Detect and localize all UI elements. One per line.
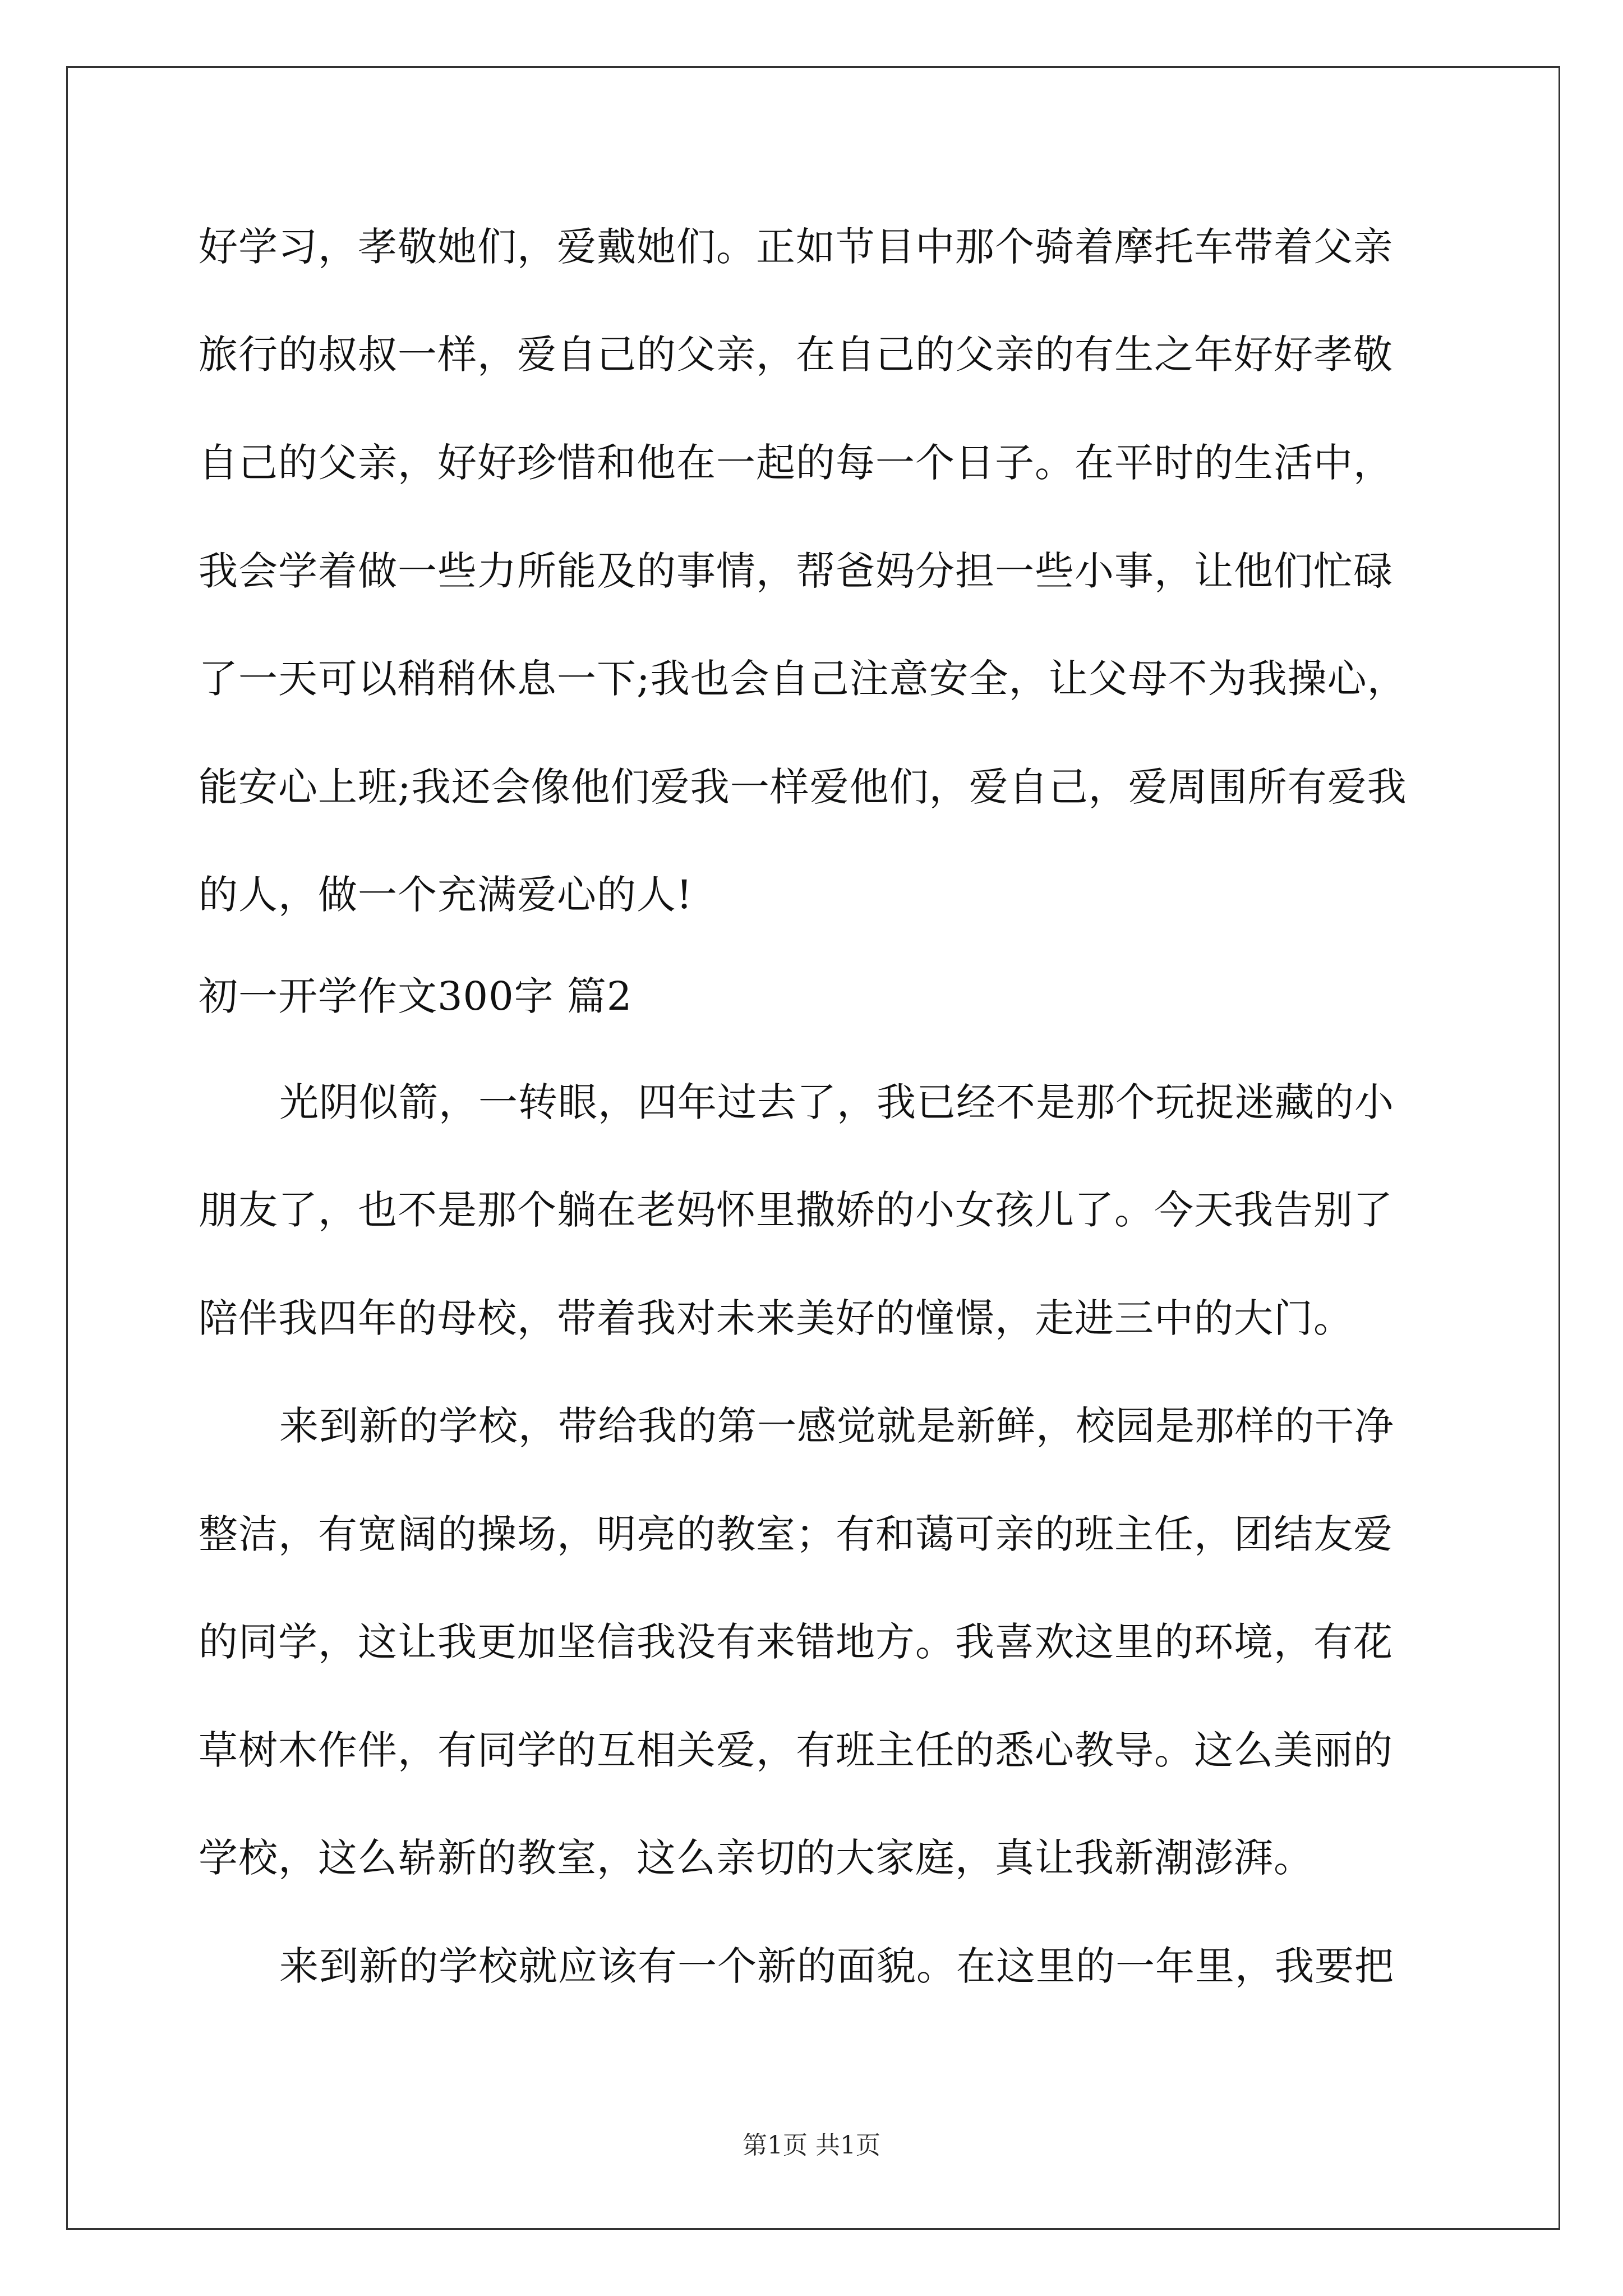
- body-text-line: 旅行的叔叔一样，爱自己的父亲，在自己的父亲的有生之年好好孝敬: [199, 332, 1393, 378]
- body-text-line: 我会学着做一些力所能及的事情，帮爸妈分担一些小事，让他们忙碌: [199, 548, 1393, 594]
- paragraph-first-line: 来到新的学校，带给我的第一感觉就是新鲜，校园是那样的干净: [279, 1403, 1394, 1449]
- body-text-line: 的同学，这让我更加坚信我没有来错地方。我喜欢这里的环境，有花: [199, 1619, 1393, 1665]
- page-number-footer: 第1页 共1页: [743, 2131, 880, 2160]
- body-text-line: 整洁，有宽阔的操场，明亮的教室；有和蔼可亲的班主任，团结友爱: [199, 1511, 1393, 1557]
- body-text-line: 草树木作伴，有同学的互相关爱，有班主任的悉心教导。这么美丽的: [199, 1727, 1393, 1773]
- section-heading: 初一开学作文300字 篇2: [199, 973, 633, 1019]
- paragraph-first-line: 光阴似箭，一转眼，四年过去了，我已经不是那个玩捉迷藏的小: [279, 1079, 1394, 1125]
- body-text-line: 陪伴我四年的母校，带着我对未来美好的憧憬，走进三中的大门。: [199, 1295, 1353, 1341]
- body-text-line: 学校，这么崭新的教室，这么亲切的大家庭，真让我新潮澎湃。: [199, 1835, 1313, 1881]
- body-text-line: 能安心上班;我还会像他们爱我一样爱他们，爱自己，爱周围所有爱我: [199, 764, 1407, 810]
- body-text-line: 好学习，孝敬她们，爱戴她们。正如节目中那个骑着摩托车带着父亲: [199, 224, 1393, 270]
- body-text-line: 的人，做一个充满爱心的人!: [199, 872, 693, 918]
- page-border: [66, 66, 1560, 2230]
- paragraph-first-line: 来到新的学校就应该有一个新的面貌。在这里的一年里，我要把: [279, 1943, 1394, 1989]
- body-text-line: 朋友了，也不是那个躺在老妈怀里撒娇的小女孩儿了。今天我告别了: [199, 1187, 1393, 1233]
- body-text-line: 自己的父亲，好好珍惜和他在一起的每一个日子。在平时的生活中，: [199, 440, 1393, 486]
- body-text-line: 了一天可以稍稍休息一下;我也会自己注意安全，让父母不为我操心，: [199, 656, 1407, 702]
